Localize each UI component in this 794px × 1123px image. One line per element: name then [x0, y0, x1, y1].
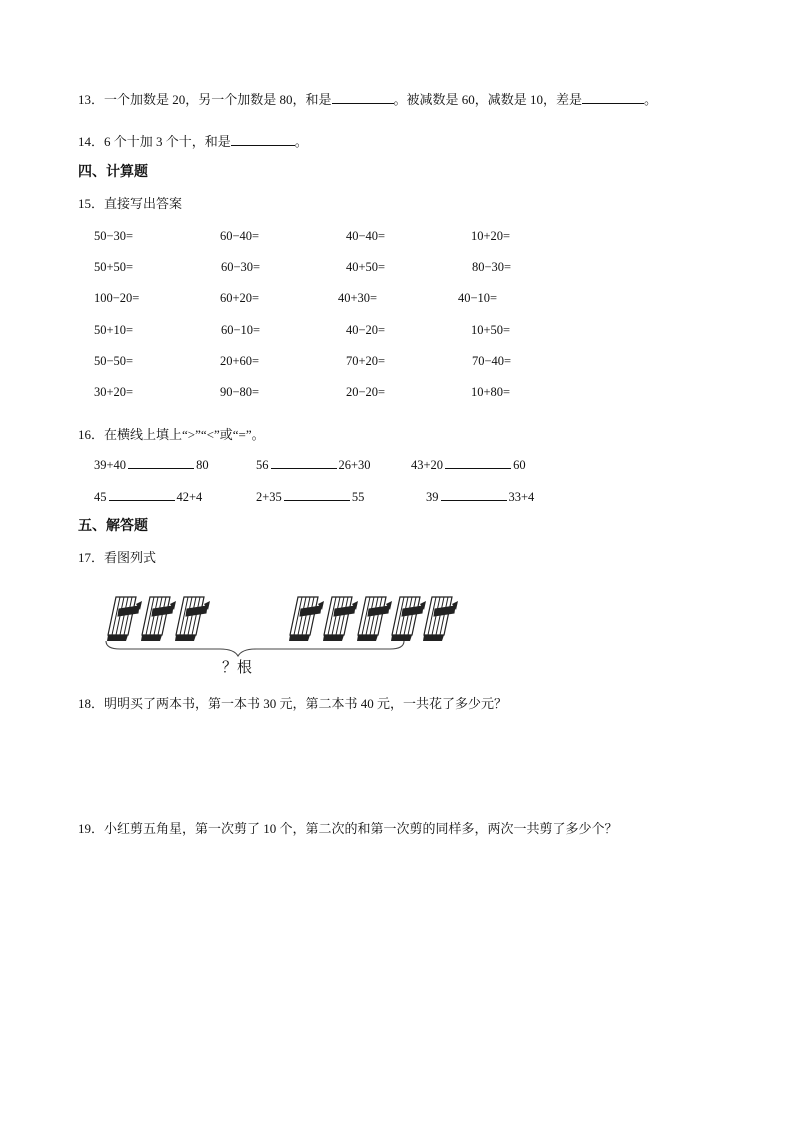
- answer-blank[interactable]: [445, 467, 511, 469]
- answer-blank[interactable]: [441, 499, 507, 501]
- calc-item: 50−30=: [94, 229, 134, 243]
- answer-blank[interactable]: [109, 499, 175, 501]
- question-number: 19．: [78, 821, 105, 836]
- calc-item: 20−20=: [346, 385, 386, 399]
- calc-item: 40+30=: [338, 291, 378, 305]
- question-text: 小红剪五角星，第一次剪了 10 个，第二次的和第一次剪的同样多，两次一共剪了多少个？: [104, 821, 618, 836]
- calc-item: 60+20=: [220, 291, 260, 305]
- comparison-item: [426, 490, 534, 505]
- answer-blank[interactable]: [582, 102, 644, 104]
- section-heading-calculation: 四、计算题: [78, 164, 148, 180]
- compare-left: 43+20: [411, 458, 444, 472]
- calc-item: 10+80=: [471, 385, 511, 399]
- question-text: 一个加数是 20，另一个加数是 80，和是: [104, 92, 332, 107]
- calc-item: 30+20=: [94, 385, 134, 399]
- question-16-title: [78, 424, 265, 443]
- answer-blank[interactable]: [332, 102, 394, 104]
- calc-item: 80−30=: [472, 260, 512, 274]
- calc-item: 20+60=: [220, 354, 260, 368]
- brace-label: ？根: [222, 660, 253, 676]
- compare-left: 45: [94, 490, 107, 504]
- comparison-item: [94, 458, 209, 473]
- curly-brace: [106, 641, 404, 656]
- compare-right: 33+4: [508, 490, 535, 504]
- question-text: 直接写出答案: [104, 196, 183, 211]
- calc-item: 60−40=: [220, 229, 260, 243]
- answer-blank[interactable]: [284, 499, 350, 501]
- calc-item: 100−20=: [94, 291, 140, 305]
- answer-blank[interactable]: [271, 467, 337, 469]
- compare-left: 39: [426, 490, 439, 504]
- compare-right: 80: [196, 458, 209, 472]
- calc-item: 40+50=: [346, 260, 386, 274]
- stick-bundles-svg: [100, 585, 460, 680]
- question-15-title: [78, 193, 182, 212]
- question-text: 明明买了两本书，第一本书 30 元，第二本书 40 元，一共花了多少元？: [104, 696, 508, 711]
- question-number: 14．: [78, 134, 105, 149]
- section-heading-word-problems: 五、解答题: [78, 518, 148, 534]
- bundle-group-left: [107, 597, 210, 641]
- calc-item: 60−30=: [221, 260, 261, 274]
- calc-item: 70+20=: [346, 354, 386, 368]
- question-17-title: [78, 547, 156, 566]
- calc-item: 60−10=: [221, 323, 261, 337]
- calc-item: 90−80=: [220, 385, 260, 399]
- calc-item: 70−40=: [472, 354, 512, 368]
- compare-right: 42+4: [176, 490, 203, 504]
- question-text: 。: [294, 134, 308, 149]
- calc-item: 50−50=: [94, 354, 134, 368]
- calc-item: 40−40=: [346, 229, 386, 243]
- calc-item: 50+10=: [94, 323, 134, 337]
- comparison-item: [94, 490, 202, 505]
- compare-left: 56: [256, 458, 269, 472]
- question-text: 。被减数是 60，减数是 10，差是: [393, 92, 583, 107]
- calc-item: 40−10=: [458, 291, 498, 305]
- answer-blank[interactable]: [231, 144, 295, 146]
- calc-item: 10+50=: [471, 323, 511, 337]
- compare-left: 2+35: [256, 490, 282, 504]
- question-text: 看图列式: [104, 550, 157, 565]
- question-number: 18．: [78, 696, 105, 711]
- compare-right: 26+30: [338, 458, 371, 472]
- question-number: 15．: [78, 196, 105, 211]
- stick-bundles-picture: [100, 585, 460, 684]
- compare-right: 55: [351, 490, 365, 504]
- compare-left: 39+40: [94, 458, 127, 472]
- answer-blank[interactable]: [128, 467, 194, 469]
- question-18: [78, 693, 507, 712]
- comparison-item: [411, 458, 526, 473]
- question-13: [78, 89, 657, 108]
- calc-item: 10+20=: [471, 229, 511, 243]
- comparison-item: [256, 490, 364, 505]
- question-number: 13．: [78, 92, 105, 107]
- calc-item: 40−20=: [346, 323, 386, 337]
- question-number: 17．: [78, 550, 105, 565]
- question-text: 6 个十加 3 个十，和是: [104, 134, 231, 149]
- question-text: 。: [644, 92, 658, 107]
- question-14: [78, 131, 308, 150]
- question-number: 16．: [78, 427, 105, 442]
- question-19: [78, 818, 618, 837]
- comparison-item: [256, 458, 371, 473]
- compare-right: 60: [513, 458, 526, 472]
- bundle-group-right: [289, 597, 458, 641]
- calc-item: 50+50=: [94, 260, 134, 274]
- question-text: 在横线上填上“>”“<”或“=”。: [104, 427, 265, 442]
